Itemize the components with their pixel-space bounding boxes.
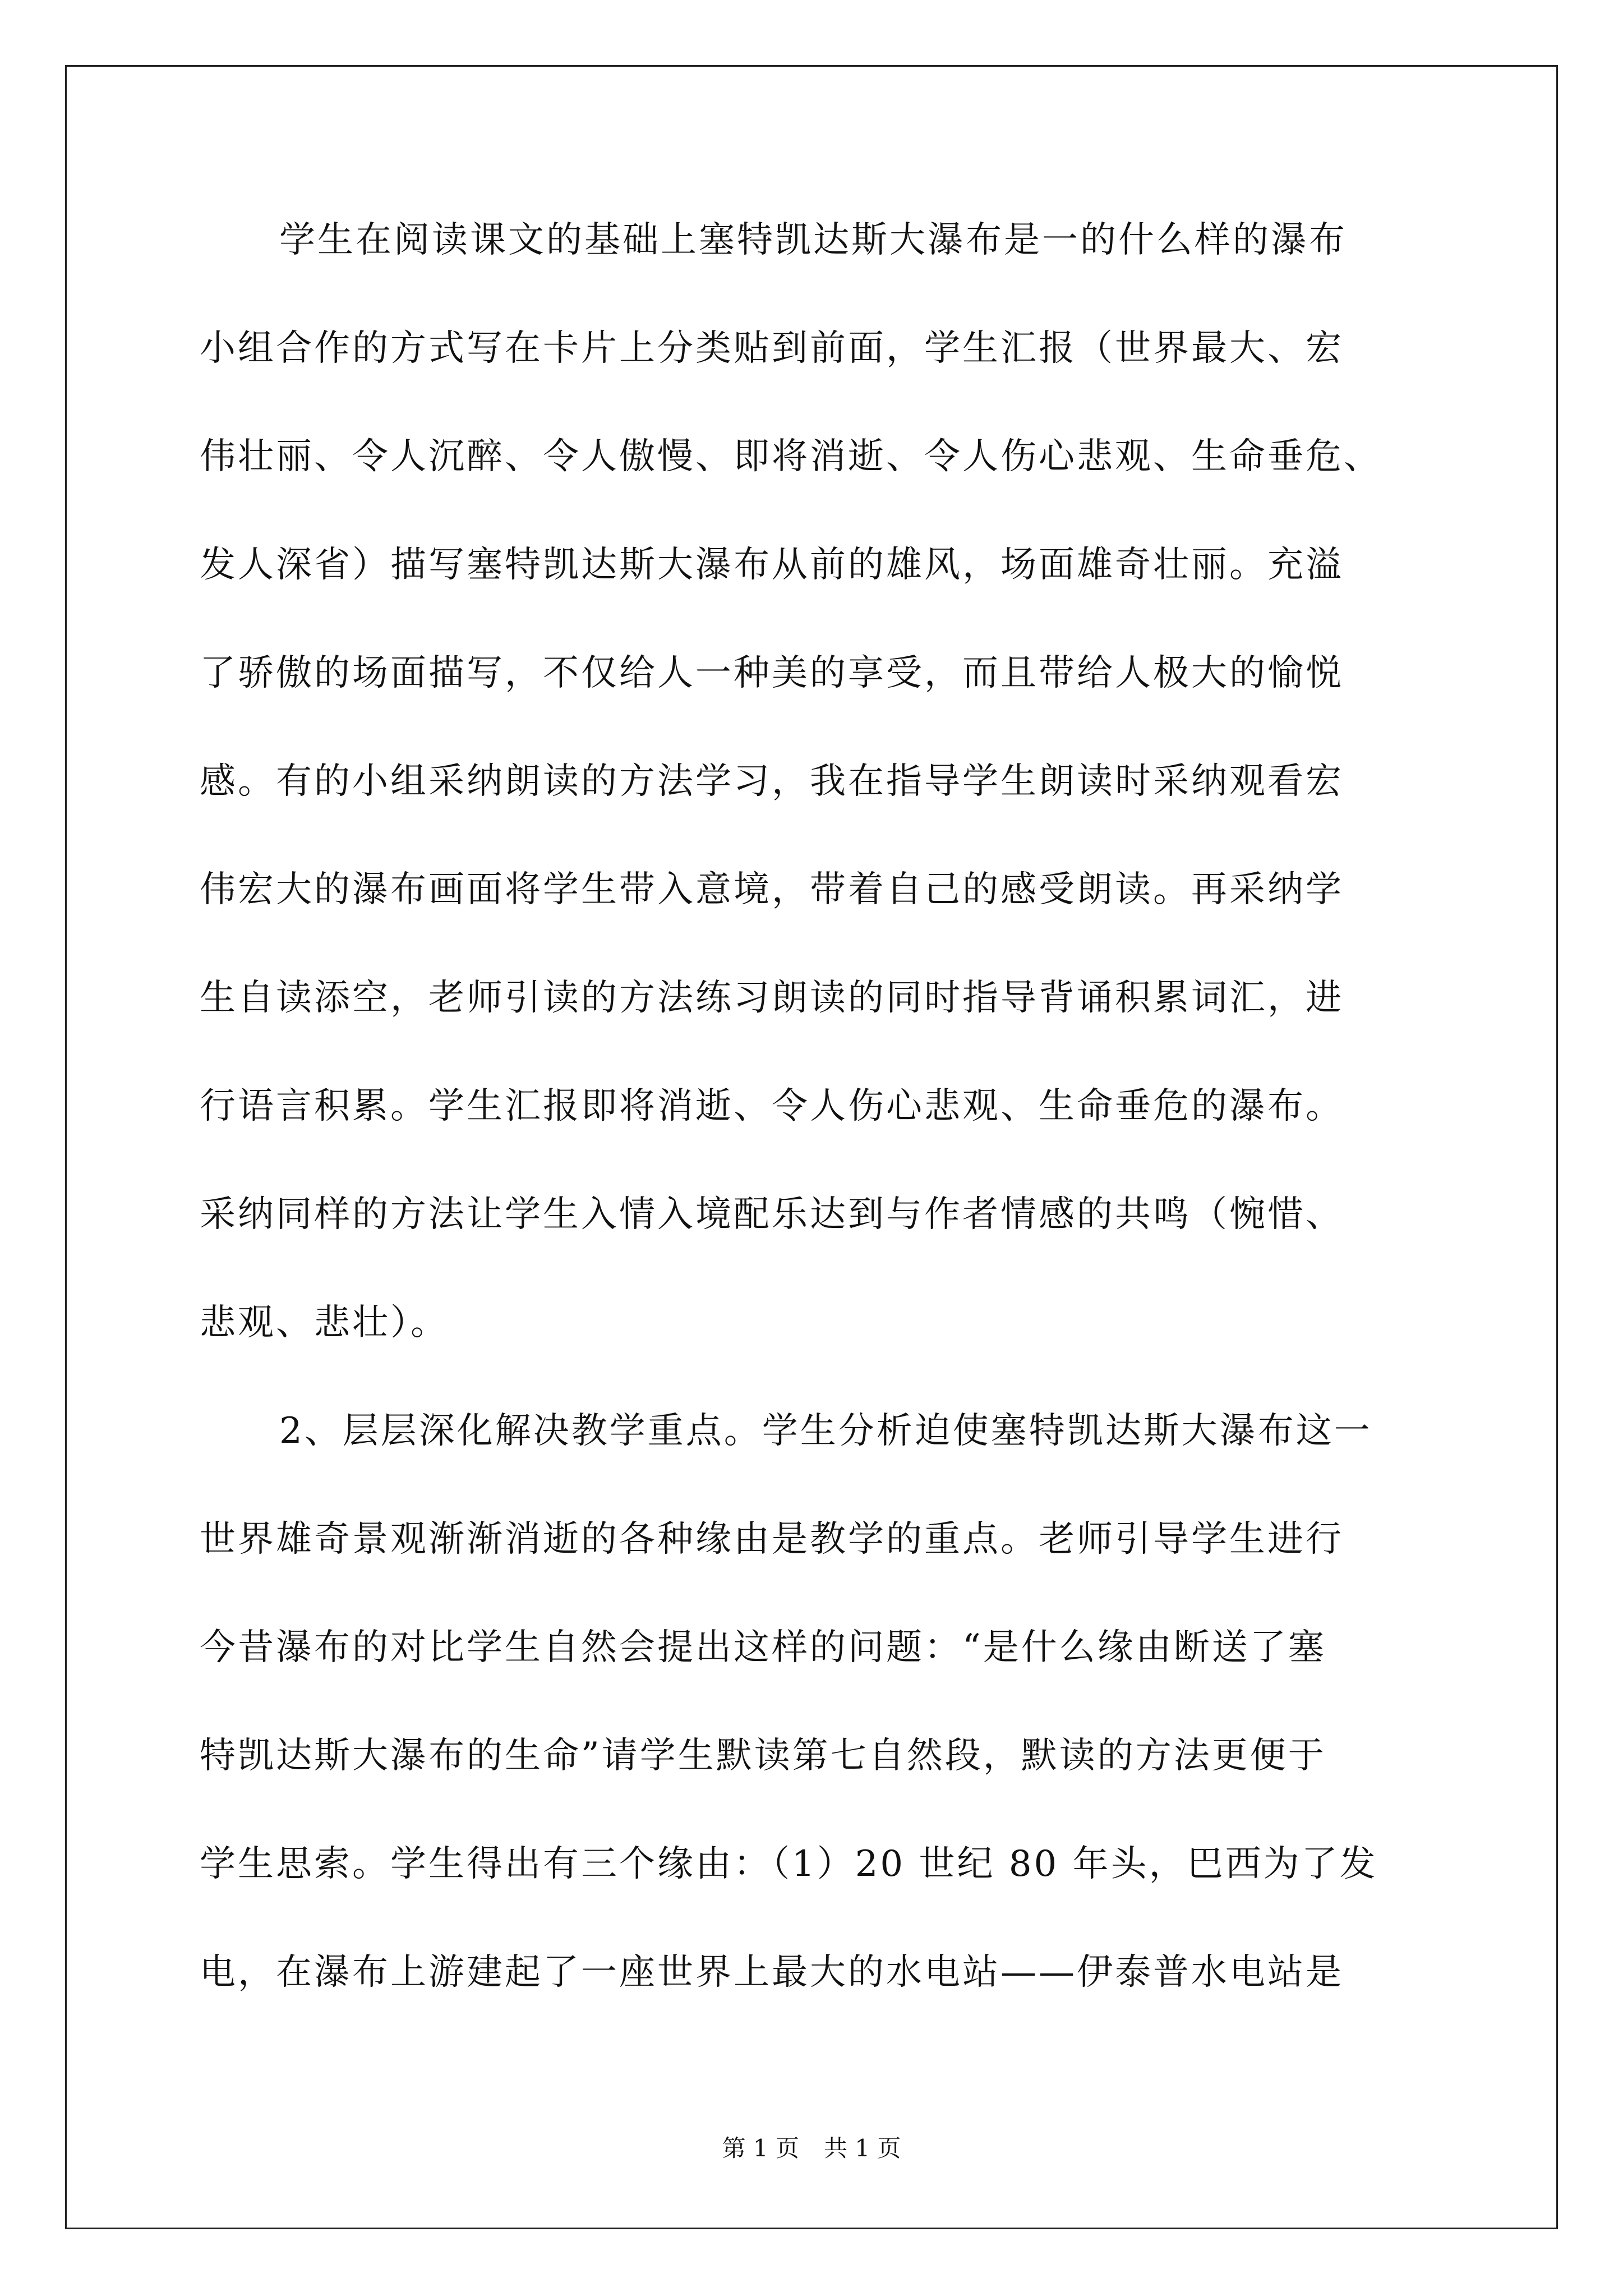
paragraph-line: 伟宏大的瀑布画面将学生带入意境，带着自己的感受朗读。再采纳学	[200, 869, 1344, 910]
paragraph-line: 了骄傲的场面描写，不仅给人一种美的享受，而且带给人极大的愉悦	[200, 652, 1344, 694]
paragraph-line: 感。有的小组采纳朗读的方法学习，我在指导学生朗读时采纳观看宏	[200, 761, 1344, 802]
paragraph-line: 学生在阅读课文的基础上塞特凯达斯大瀑布是一的什么样的瀑布	[279, 219, 1347, 261]
paragraph-line: 发人深省）描写塞特凯达斯大瀑布从前的雄风，场面雄奇壮丽。充溢	[200, 544, 1344, 586]
paragraph-line: 学生思索。学生得出有三个缘由：（1）20 世纪 80 年头，巴西为了发	[200, 1843, 1378, 1885]
paragraph-line: 世界雄奇景观渐渐消逝的各种缘由是教学的重点。老师引导学生进行	[200, 1519, 1344, 1560]
paragraph-line: 小组合作的方式写在卡片上分类贴到前面，学生汇报（世界最大、宏	[200, 328, 1344, 369]
page-footer	[0, 2132, 1623, 2165]
page-total: 共 1 页	[824, 2134, 901, 2162]
paragraph-line: 特凯达斯大瀑布的生命”请学生默读第七自然段，默读的方法更便于	[200, 1735, 1326, 1777]
page-number: 第 1 页	[722, 2134, 799, 2162]
paragraph-line: 今昔瀑布的对比学生自然会提出这样的问题：“是什么缘由断送了塞	[200, 1627, 1326, 1668]
paragraph-line: 生自读添空，老师引读的方法练习朗读的同时指导背诵积累词汇，进	[200, 977, 1344, 1019]
paragraph-line: 悲观、悲壮）。	[200, 1302, 449, 1343]
paragraph-line: 电，在瀑布上游建起了一座世界上最大的水电站——伊泰普水电站是	[200, 1952, 1344, 1993]
paragraph-line: 采纳同样的方法让学生入情入境配乐达到与作者情感的共鸣（惋惜、	[200, 1194, 1344, 1235]
paragraph-line: 伟壮丽、令人沉醉、令人傲慢、即将消逝、令人伤心悲观、生命垂危、	[200, 436, 1382, 477]
paragraph-line: 行语言积累。学生汇报即将消逝、令人伤心悲观、生命垂危的瀑布。	[200, 1085, 1344, 1127]
paragraph-line: 2、层层深化解决教学重点。学生分析迫使塞特凯达斯大瀑布这一	[279, 1410, 1372, 1452]
document-body	[200, 212, 1422, 2053]
